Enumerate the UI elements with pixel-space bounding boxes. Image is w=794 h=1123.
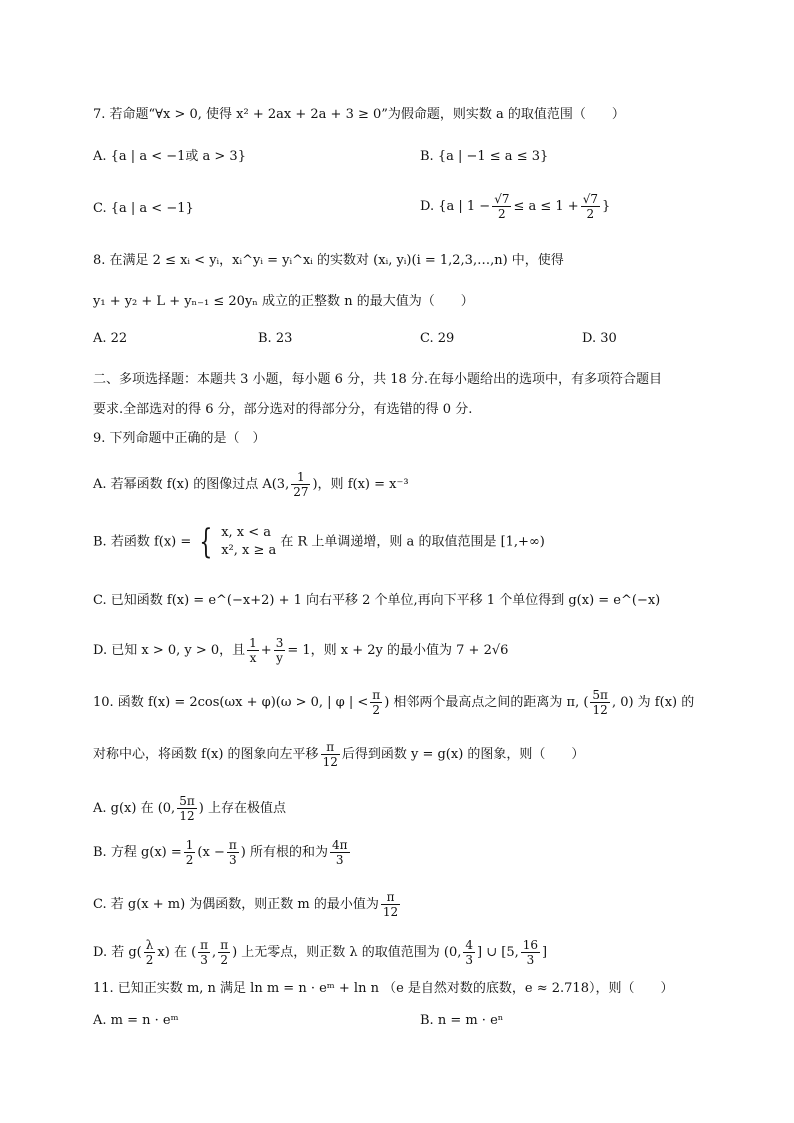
fraction: $\frac{5\pi}{12}$ [592,688,608,717]
q8-option-c[interactable]: C. 29 [420,331,455,346]
fraction: $\frac{16}{3}$ [522,938,539,967]
q10-option-d[interactable]: D. 若 g( $\frac{\lambda}{2}$ x) 在 ( $\frac{\pi}{3}$ , $\frac{\pi}{2}$ ) 上无零点，则正数 λ 的取值范围为 (0, $\frac{4}{3}$ ] ∪ [5, $\frac{16}{3}$ ] [93,938,548,967]
q7-option-a[interactable]: A. {a | a < −1或 a > 3} [93,149,246,164]
q9-option-b[interactable]: B. 若函数 f(x) = { x, x < a x², x ≥ a 在 R 上单调递增，则 a 的取值范围是 [1,+∞) [93,522,545,562]
fraction: $\frac{\pi}{2}$ [372,688,381,717]
fraction: $\frac{4\pi}{3}$ [331,838,348,867]
fraction: $\frac{\pi}{12}$ [382,890,399,919]
fraction: $\frac{\pi}{3}$ [228,838,237,867]
section2-line2: 要求.全部选对的得 6 分，部分选对的得部分分，有选错的得 0 分. [93,402,473,417]
q10-line2: 对称中心，将函数 f(x) 的图象向左平移 $\frac{\pi}{12}$ 后得到函数 y = g(x) 的图象，则（ ） [93,740,585,769]
q9-stem: 9. 下列命题中正确的是（ ） [93,431,266,446]
fraction: $\frac{√7}{2}$ [582,192,598,221]
q7-option-c[interactable]: C. {a | a < −1} [93,201,194,216]
fraction: $\frac{√7}{2}$ [494,192,510,221]
section2-line1: 二、多项选择题：本题共 3 小题，每小题 6 分，共 18 分.在每小题给出的选项中，有多项符合题目 [93,372,663,387]
q10-option-c[interactable]: C. 若 g(x + m) 为偶函数，则正数 m 的最小值为 $\frac{\pi}{12}$ [93,890,399,919]
fraction: $\frac{1}{x}$ [249,636,257,665]
piecewise-cases: x, x < a x², x ≥ a [221,525,277,558]
fraction: $\frac{3}{y}$ [275,636,284,665]
q9-option-a[interactable]: A. 若幂函数 f(x) 的图像过点 A(3, $\frac{1}{27}$ )，则 f(x) = x⁻³ [93,470,409,499]
q8-line1: 8. 在满足 2 ≤ xᵢ < yᵢ，xᵢ^yᵢ = yᵢ^xᵢ 的实数对 (xᵢ, yᵢ)(i = 1,2,3,…,n) 中，使得 [93,253,564,268]
q7-option-b[interactable]: B. {a | −1 ≤ a ≤ 3} [420,149,549,164]
q7-stem: 7. 若命题“∀x > 0, 使得 x² + 2ax + 2a + 3 ≥ 0”为假命题，则实数 a 的取值范围（ ） [93,107,625,122]
q10-line1: 10. 函数 f(x) = 2cos(ωx + φ)(ω > 0, | φ | < $\frac{\pi}{2}$ ) 相邻两个最高点之间的距离为 π, ( $\frac{5\pi}{12}$ , 0) 为 f(x) 的 [93,688,695,717]
fraction: $\frac{\lambda}{2}$ [145,938,154,967]
fraction: $\frac{\pi}{2}$ [220,938,229,967]
q10-option-b[interactable]: B. 方程 g(x) = $\frac{1}{2}$ (x − $\frac{\pi}{3}$ ) 所有根的和为 $\frac{4\pi}{3}$ [93,838,348,867]
q11-option-a[interactable]: A. m = n · eᵐ [93,1013,179,1028]
fraction: $\frac{5\pi}{12}$ [179,794,195,823]
fraction: $\frac{1}{2}$ [185,838,194,867]
q8-option-a[interactable]: A. 22 [93,331,128,346]
q11-stem: 11. 已知正实数 m, n 满足 ln m = n · eᵐ + ln n （e 是自然对数的底数，e ≈ 2.718），则（ ） [93,981,674,996]
q8-line2: y₁ + y₂ + L + yₙ₋₁ ≤ 20yₙ 成立的正整数 n 的最大值为（ ） [93,294,474,309]
q10-option-a[interactable]: A. g(x) 在 (0, $\frac{5\pi}{12}$ ) 上存在极值点 [93,794,286,823]
left-brace-icon: { [199,522,213,562]
fraction: $\frac{1}{27}$ [293,470,309,499]
q8-option-b[interactable]: B. 23 [258,331,293,346]
fraction: $\frac{4}{3}$ [465,938,474,967]
fraction: $\frac{\pi}{12}$ [322,740,338,769]
q11-option-b[interactable]: B. n = m · eⁿ [420,1013,504,1028]
q8-option-d[interactable]: D. 30 [582,331,617,346]
q9-option-d[interactable]: D. 已知 x > 0, y > 0，且 $\frac{1}{x}$ + $\frac{3}{y}$ = 1，则 x + 2y 的最小值为 7 + 2√6 [93,636,509,665]
fraction: $\frac{\pi}{3}$ [200,938,209,967]
q7-option-d[interactable]: D. {a | 1 − $\frac{√7}{2}$ ≤ a ≤ 1 + $\frac{√7}{2}$ } [420,192,611,221]
q9-option-c[interactable]: C. 已知函数 f(x) = e^(−x+2) + 1 向右平移 2 个单位,再向下平移 1 个单位得到 g(x) = e^(−x) [93,593,661,608]
